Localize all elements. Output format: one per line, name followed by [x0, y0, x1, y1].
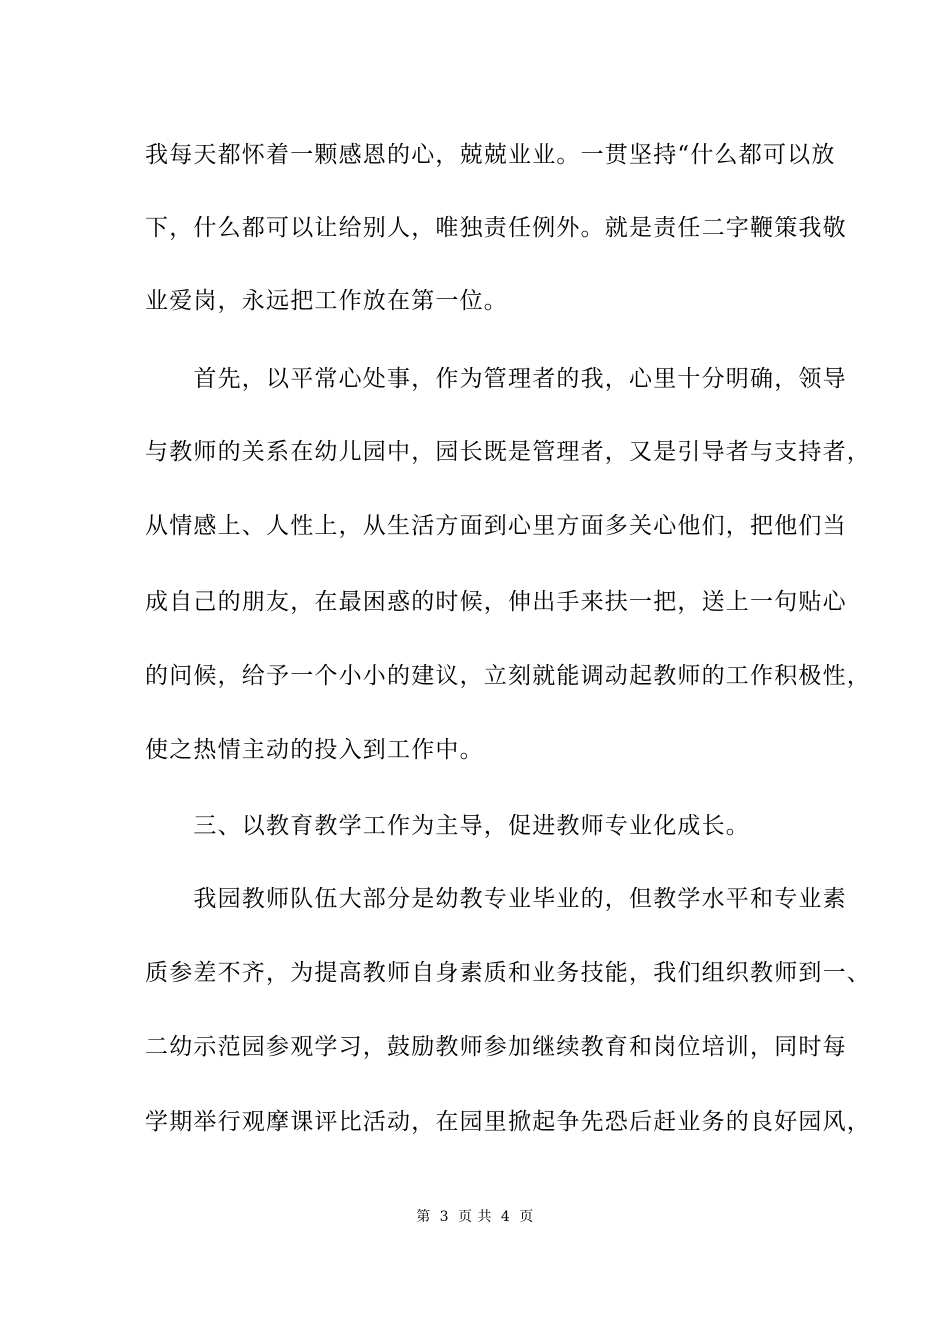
- text-line-1: 我每天都怀着一颗感恩的心，兢兢业业。一贯坚持“什么都可以放: [145, 142, 836, 168]
- text-line-6: 从情感上、人性上，从生活方面到心里方面多关心他们，把他们当: [145, 513, 847, 539]
- total-page-number: 4: [500, 1209, 511, 1225]
- text-line-3: 业爱岗，永远把工作放在第一位。: [145, 288, 508, 314]
- text-line-5: 与教师的关系在幼儿园中，园长既是管理者，又是引导者与支持者，: [145, 439, 871, 465]
- text-line-10: 三、以教育教学工作为主导，促进教师专业化成长。: [145, 813, 750, 839]
- footer-label-mid: 页 共: [458, 1209, 492, 1225]
- text-line-8: 的问候，给予一个小小的建议，立刻就能调动起教师的工作积极性，: [145, 663, 871, 689]
- text-line-4: 首先，以平常心处事，作为管理者的我，心里十分明确，领导: [145, 366, 847, 392]
- text-line-13: 二幼示范园参观学习，鼓励教师参加继续教育和岗位培训，同时每: [145, 1034, 847, 1060]
- footer-label-prefix: 第: [416, 1209, 431, 1225]
- footer-label-suffix: 页: [519, 1209, 534, 1225]
- text-line-9: 使之热情主动的投入到工作中。: [145, 737, 484, 763]
- text-line-14: 学期举行观摩课评比活动，在园里掀起争先恐后赶业务的良好园风，: [145, 1109, 871, 1135]
- text-line-11: 我园教师队伍大部分是幼教专业毕业的，但教学水平和专业素: [145, 886, 847, 912]
- text-line-12: 质参差不齐，为提高教师自身素质和业务技能，我们组织教师到一、: [145, 960, 871, 986]
- text-line-7: 成自己的朋友，在最困惑的时候，伸出手来扶一把，送上一句贴心: [145, 589, 847, 615]
- text-line-2: 下，什么都可以让给别人，唯独责任例外。就是责任二字鞭策我敬: [145, 215, 847, 241]
- current-page-number: 3: [439, 1209, 450, 1225]
- page-footer: [0, 1207, 950, 1227]
